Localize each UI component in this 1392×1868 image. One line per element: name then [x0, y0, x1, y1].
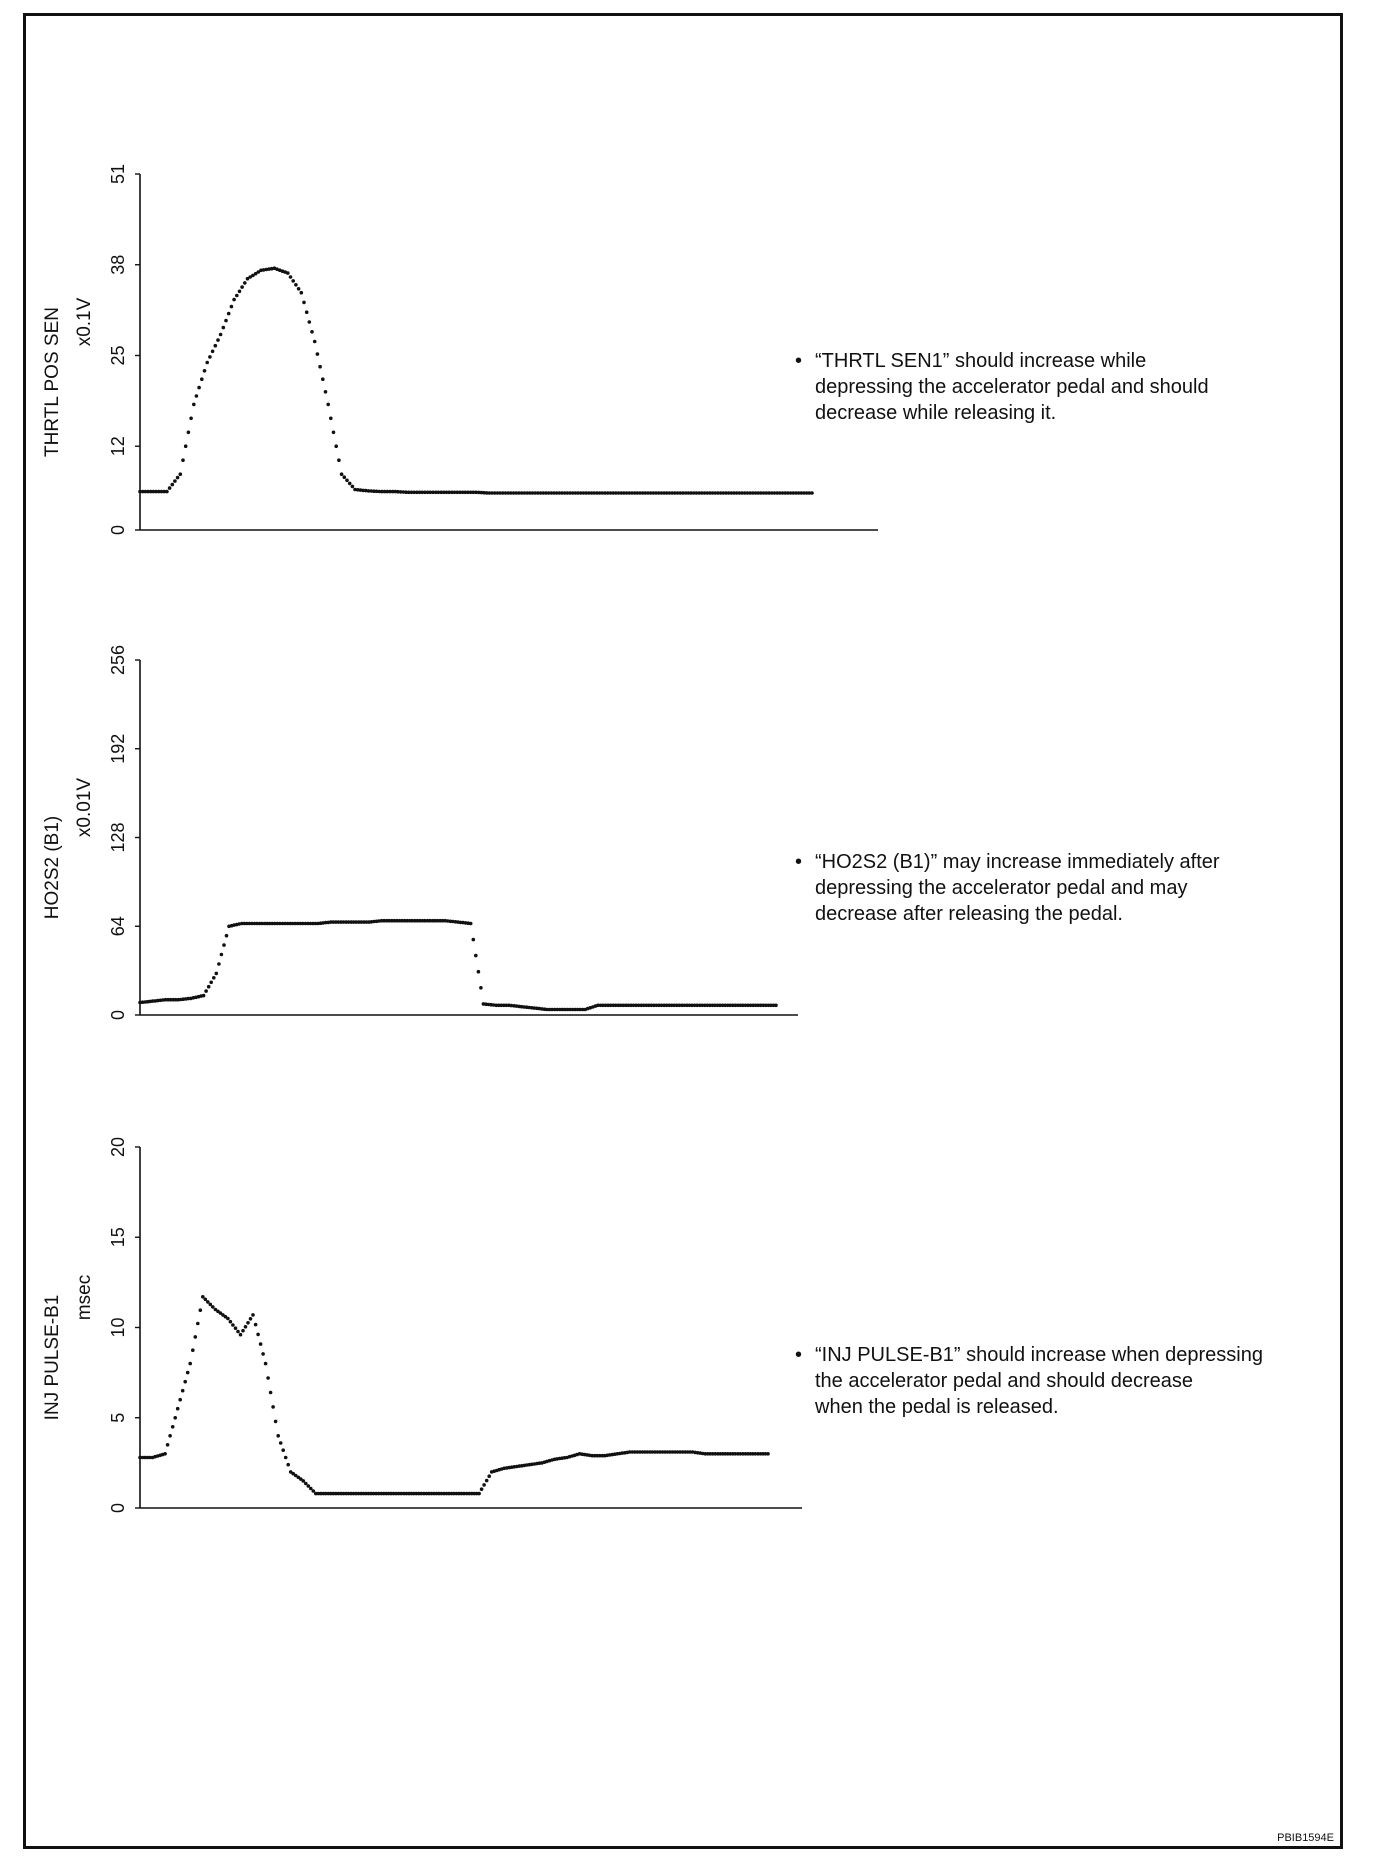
data-point — [214, 344, 218, 348]
note-line: decrease while releasing it. — [815, 402, 1057, 424]
data-point — [469, 922, 473, 926]
data-point — [269, 1391, 273, 1395]
data-point — [186, 1371, 190, 1375]
data-point — [337, 458, 341, 462]
data-point — [204, 989, 208, 993]
data-point — [211, 350, 215, 354]
data-point — [179, 472, 183, 476]
data-point — [220, 953, 224, 957]
data-point — [168, 486, 172, 490]
data-point — [178, 1398, 182, 1402]
data-point — [313, 340, 317, 344]
data-point — [184, 444, 188, 448]
data-point — [294, 283, 298, 287]
data-point — [291, 279, 295, 283]
chart-3 — [42, 1137, 802, 1513]
data-point — [477, 1492, 481, 1496]
y-tick-label: 12 — [108, 436, 128, 457]
data-point — [289, 275, 293, 279]
data-point — [316, 352, 320, 356]
data-point — [171, 483, 175, 487]
data-point — [302, 1479, 306, 1483]
data-point — [276, 1434, 280, 1438]
data-point — [238, 290, 242, 294]
data-point — [183, 1380, 187, 1384]
data-point — [204, 1298, 208, 1302]
data-point — [207, 985, 211, 989]
data-point — [194, 1335, 198, 1339]
data-point — [264, 1362, 268, 1366]
y-tick-label: 38 — [108, 254, 128, 275]
data-point — [286, 271, 290, 275]
data-point — [312, 1489, 316, 1493]
note-line: depressing the accelerator pedal and should — [815, 376, 1209, 398]
data-point — [326, 403, 330, 407]
data-point — [271, 1405, 275, 1409]
note-line: “INJ PULSE-B1” should increase when depressing — [815, 1344, 1263, 1366]
note-line: “HO2S2 (B1)” may increase immediately after — [815, 851, 1220, 873]
y-axis-label: HO2S2 (B1) — [42, 815, 63, 920]
note-bullet: • — [795, 851, 803, 873]
y-tick-label: 5 — [108, 1412, 128, 1423]
note-inj-pulse — [795, 1342, 1355, 1420]
data-point — [196, 1322, 200, 1326]
note-line: when the pedal is released. — [815, 1396, 1059, 1418]
note-line: decrease after releasing the pedal. — [815, 903, 1123, 925]
data-point — [188, 1362, 192, 1366]
y-axis-unit: msec — [74, 1274, 95, 1321]
y-tick-label: 0 — [108, 1009, 128, 1021]
data-point — [195, 394, 199, 398]
data-point — [235, 294, 239, 298]
data-point — [199, 1308, 203, 1312]
data-point — [168, 1434, 172, 1438]
y-tick-label: 64 — [108, 916, 128, 937]
data-point — [351, 485, 355, 489]
data-point — [212, 976, 216, 980]
data-point — [234, 1326, 238, 1330]
data-point — [281, 1448, 285, 1452]
data-point — [329, 417, 333, 421]
data-point — [318, 365, 322, 369]
data-point — [340, 472, 344, 476]
data-point — [300, 291, 304, 295]
data-point — [226, 1317, 230, 1321]
data-point — [211, 1305, 215, 1309]
data-point — [191, 1348, 195, 1352]
data-point — [176, 476, 180, 480]
data-point — [324, 390, 328, 394]
data-point — [163, 1452, 167, 1456]
note-bullet: • — [795, 350, 803, 372]
chart-2 — [42, 645, 798, 1020]
data-point — [240, 285, 244, 289]
data-point — [173, 1416, 177, 1420]
note-ho2s2 — [795, 849, 1355, 927]
data-point — [480, 1487, 484, 1491]
data-point — [284, 1456, 288, 1460]
data-point — [219, 333, 223, 337]
data-point — [774, 1004, 778, 1008]
data-point — [205, 361, 209, 365]
data-point — [173, 479, 177, 483]
data-point — [227, 312, 231, 316]
data-point — [472, 938, 476, 942]
data-point — [222, 943, 226, 947]
data-point — [249, 1317, 253, 1321]
y-axis-unit: x0.1V — [74, 297, 95, 347]
y-tick-label: 128 — [108, 822, 128, 853]
data-point — [243, 281, 247, 285]
data-point — [343, 475, 347, 479]
chart-1 — [42, 164, 878, 535]
y-tick-label: 0 — [108, 524, 128, 536]
data-point — [279, 1441, 283, 1445]
data-point — [176, 1407, 180, 1411]
data-point — [474, 954, 478, 958]
y-axis-label: INJ PULSE-B1 — [42, 1294, 63, 1421]
data-point — [297, 287, 301, 291]
data-point — [241, 1329, 245, 1333]
data-point — [482, 1483, 486, 1487]
data-point — [231, 1323, 235, 1327]
data-point — [244, 1325, 248, 1329]
data-point — [308, 320, 312, 324]
data-point — [197, 386, 201, 390]
data-point — [334, 444, 338, 448]
data-point — [203, 369, 207, 373]
data-point — [232, 298, 236, 302]
data-point — [479, 986, 483, 990]
data-point — [246, 1321, 250, 1325]
data-point — [348, 482, 352, 486]
data-point — [310, 330, 314, 334]
data-point — [266, 1376, 270, 1380]
data-point — [171, 1425, 175, 1429]
data-point — [229, 1320, 233, 1324]
data-point — [254, 1323, 258, 1327]
data-point — [766, 1452, 770, 1456]
data-point — [259, 1342, 263, 1346]
data-point — [225, 934, 229, 938]
data-point — [187, 431, 191, 435]
data-point — [251, 1313, 255, 1317]
data-point — [209, 981, 213, 985]
y-tick-label: 51 — [108, 163, 128, 185]
data-point — [192, 403, 196, 407]
note-line: “THRTL SEN1” should increase while — [815, 350, 1147, 372]
data-point — [181, 458, 185, 462]
data-point — [189, 417, 193, 421]
y-tick-label: 256 — [108, 644, 128, 676]
data-point — [477, 970, 481, 974]
data-point — [321, 377, 325, 381]
data-point — [200, 377, 204, 381]
y-tick-label: 192 — [108, 733, 128, 764]
data-point — [274, 1420, 278, 1424]
data-point — [215, 972, 219, 976]
figure-code: PBIB1594E — [1277, 1832, 1334, 1844]
data-point — [261, 1352, 265, 1356]
data-point — [487, 1474, 491, 1478]
data-point — [239, 1333, 243, 1337]
y-tick-label: 0 — [108, 1502, 128, 1514]
data-point — [286, 1463, 290, 1467]
note-bullet: • — [795, 1344, 803, 1366]
data-point — [345, 479, 349, 483]
data-point — [305, 310, 309, 314]
data-point — [332, 431, 336, 435]
data-point — [202, 994, 206, 998]
data-point — [302, 301, 306, 305]
data-point — [485, 1479, 489, 1483]
data-point — [181, 1389, 185, 1393]
data-point — [256, 1333, 260, 1337]
data-point — [208, 355, 212, 359]
data-point — [166, 1443, 170, 1447]
y-tick-label: 15 — [108, 1227, 128, 1248]
data-point — [236, 1330, 240, 1334]
note-line: the accelerator pedal and should decrease — [815, 1370, 1194, 1392]
data-point — [230, 305, 234, 309]
y-tick-label: 25 — [108, 345, 128, 366]
y-axis-unit: x0.01V — [74, 777, 95, 838]
y-tick-label: 20 — [108, 1136, 128, 1158]
data-point — [216, 338, 220, 342]
data-point — [165, 490, 169, 494]
note-line: depressing the accelerator pedal and may — [815, 877, 1188, 899]
data-point — [224, 319, 228, 323]
y-tick-label: 10 — [108, 1317, 128, 1338]
data-point — [217, 962, 221, 966]
data-point — [810, 491, 814, 495]
data-point — [222, 326, 226, 330]
note-throttle — [795, 348, 1355, 426]
y-axis-label: THRTL POS SEN — [42, 307, 63, 457]
